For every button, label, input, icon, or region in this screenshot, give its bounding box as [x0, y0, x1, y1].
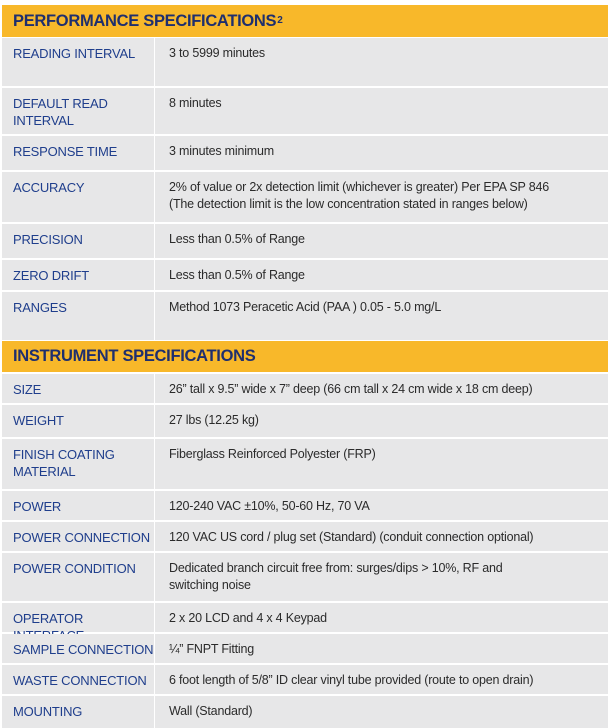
spec-row	[2, 696, 608, 728]
spec-row	[2, 603, 608, 632]
spec-value: 27 lbs (12.25 kg)	[169, 413, 259, 427]
footnote-marker: 2	[277, 14, 283, 26]
performance-specifications-header	[2, 5, 608, 37]
spec-value: 26” tall x 9.5” wide x 7” deep (66 cm tall x 24 cm wide x 18 cm deep)	[169, 382, 533, 396]
spec-value: 2% of value or 2x detection limit (whichever is greater) Per EPA SP 846 (The detection limit is the low concentration stated in ranges below)	[169, 180, 549, 211]
spec-label: POWER	[13, 499, 62, 514]
spec-value: Less than 0.5% of Range	[169, 232, 305, 246]
spec-label: SAMPLE CONNECTION	[13, 642, 154, 657]
spec-value: 6 foot length of 5/8” ID clear vinyl tube provided (route to open drain)	[169, 673, 534, 687]
spec-value: 2 x 20 LCD and 4 x 4 Keypad	[169, 611, 327, 625]
spec-row	[2, 553, 608, 601]
performance-specifications-title: PERFORMANCE SPECIFICATIONS	[13, 11, 277, 30]
spec-value: Wall (Standard)	[169, 704, 253, 718]
spec-row	[2, 634, 608, 663]
spec-label: RESPONSE TIME	[13, 144, 118, 159]
spec-value: Dedicated branch circuit free from: surges/dips > 10%, RF and switching noise	[169, 561, 503, 592]
spec-label: WEIGHT	[13, 413, 64, 428]
spec-value: 8 minutes	[169, 96, 222, 110]
spec-row	[2, 136, 608, 170]
spec-label: ZERO DRIFT	[13, 268, 89, 283]
spec-value: Method 1073 Peracetic Acid (PAA ) 0.05 - 5.0 mg/L	[169, 300, 442, 314]
spec-value: 120-240 VAC ±10%, 50-60 Hz, 70 VA	[169, 499, 370, 513]
spec-label: MOUNTING	[13, 704, 83, 719]
spec-row	[2, 522, 608, 551]
spec-row	[2, 88, 608, 134]
spec-value: ¼” FNPT Fitting	[169, 642, 254, 656]
spec-value: Fiberglass Reinforced Polyester (FRP)	[169, 447, 376, 461]
spec-row	[2, 292, 608, 340]
instrument-specifications-title: INSTRUMENT SPECIFICATIONS	[13, 347, 256, 365]
spec-value: Less than 0.5% of Range	[169, 268, 305, 282]
spec-label: READING INTERVAL	[13, 46, 136, 61]
spec-row	[2, 172, 608, 222]
spec-row	[2, 260, 608, 290]
spec-row	[2, 224, 608, 258]
spec-value: 3 to 5999 minutes	[169, 46, 265, 60]
spec-label: ACCURACY	[13, 180, 85, 195]
spec-label: RANGES	[13, 300, 67, 315]
spec-label: DEFAULT READ INTERVAL	[13, 96, 108, 128]
spec-label: POWER CONDITION	[13, 561, 136, 576]
instrument-specifications-header	[2, 341, 608, 372]
spec-value: 3 minutes minimum	[169, 144, 274, 158]
spec-row	[2, 374, 608, 403]
spec-row	[2, 665, 608, 694]
spec-row	[2, 439, 608, 489]
spec-row	[2, 38, 608, 86]
spec-label: POWER CONNECTION	[13, 530, 150, 545]
spec-label: OPERATOR	[13, 611, 84, 626]
spec-row	[2, 405, 608, 437]
spec-label: FINISH COATING MATERIAL	[13, 447, 115, 479]
spec-label: PRECISION	[13, 232, 83, 247]
spec-label: SIZE	[13, 382, 42, 397]
spec-row	[2, 491, 608, 520]
spec-value: 120 VAC US cord / plug set (Standard) (conduit connection optional)	[169, 530, 534, 544]
spec-label: WASTE CONNECTION	[13, 673, 147, 688]
